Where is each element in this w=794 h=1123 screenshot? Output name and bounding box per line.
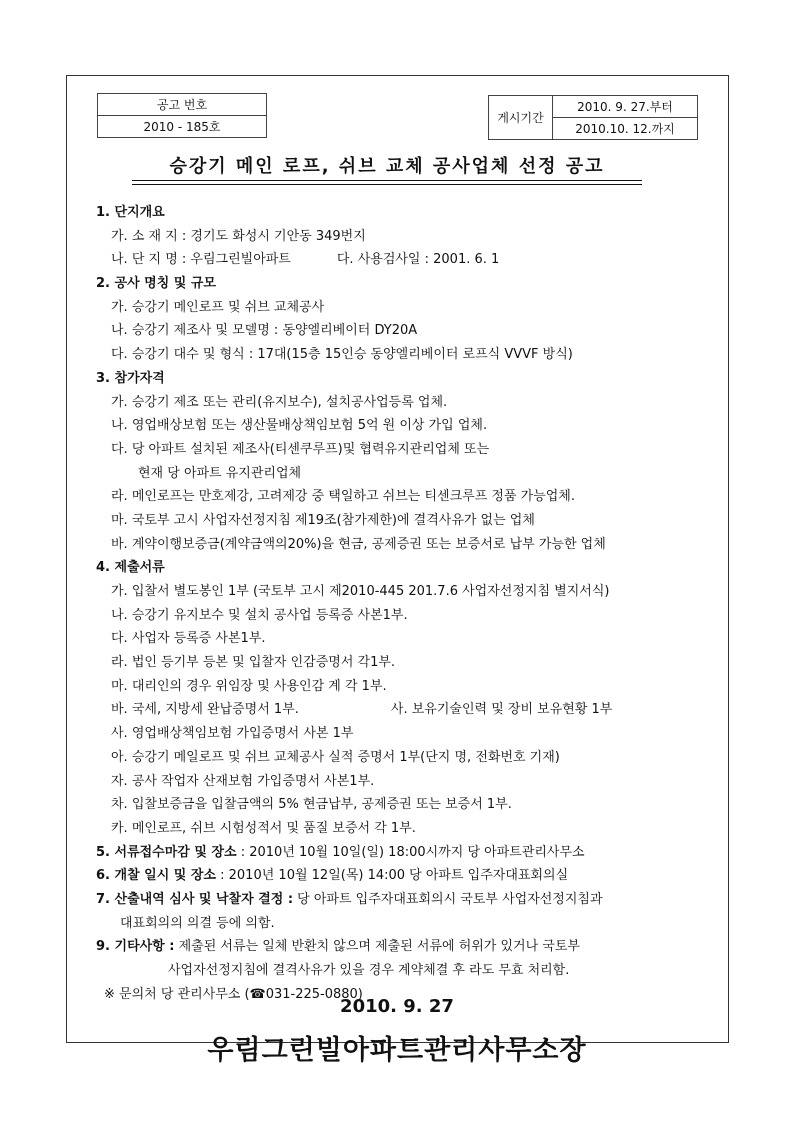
notice-number-label: 공고 번호 — [98, 94, 267, 116]
list-item: 다. 승강기 대수 및 형식 : 17대(15층 15인승 동양엘리베이터 로프식 VVVF 방식) — [111, 347, 573, 363]
section-heading: 1. 단지개요 — [96, 205, 165, 220]
list-item-text: 다. 사용검사일 : 2001. 6. 1 — [336, 252, 500, 268]
list-item: 가. 소 재 지 : 경기도 화성시 기안동 349번지 — [111, 228, 366, 244]
issuer-name: 우림그린빌아파트관리사무소장 — [207, 1035, 587, 1066]
list-item: 라. 메인로프는 만호제강, 고려제강 중 택일하고 쉬브는 티센크루프 정품 가능업체. — [111, 489, 576, 505]
list-item: 마. 대리인의 경우 위임장 및 사용인감 계 각 1부. — [111, 678, 387, 694]
posting-period-from: 2010. 9. 27.부터 — [553, 96, 698, 118]
section-text-continuation: 대표회의의 의결 등에 의함. — [120, 915, 275, 931]
list-item: 가. 승강기 제조 또는 관리(유지보수), 설치공사업등록 업체. — [111, 394, 448, 410]
list-item: 차. 입찰보증금을 입찰금액의 5% 현금납부, 공제증권 또는 보증서 1부. — [111, 797, 512, 813]
section-text: : 2010년 10월 10일(일) 18:00시까지 당 아파트관리사무소 — [236, 844, 585, 860]
list-item: 아. 승강기 메일로프 및 쉬브 교체공사 실적 증명서 1부(단지 명, 전화번호 기재) — [111, 749, 560, 765]
section-line — [90, 935, 730, 959]
list-item: 라. 법인 등기부 등본 및 입찰자 인감증명서 각1부. — [111, 655, 396, 671]
contact-info: ※ 문의처 당 관리사무소 (☎031-225-0880) — [104, 986, 363, 1002]
section-heading: 9. 기타사항 : — [96, 939, 175, 955]
title-underline — [132, 184, 642, 185]
title-underline — [132, 180, 642, 181]
list-item: 나. 영업배상보험 또는 생산물배상책임보험 5억 원 이상 가입 업체. — [111, 418, 488, 434]
list-item: 다. 사업자 등록증 사본1부. — [111, 631, 266, 647]
list-item-continuation: 현재 당 아파트 유지관리업체 — [138, 465, 302, 481]
section-heading: 3. 참가자격 — [96, 370, 165, 386]
list-item: 다. 당 아파트 설치된 제조사(티센쿠루프)및 협력유지관리업체 또는 — [111, 441, 490, 457]
notice-number-box — [97, 93, 267, 138]
list-item — [90, 698, 730, 722]
section-line — [90, 841, 730, 865]
list-item: 가. 승강기 메인로프 및 쉬브 교체공사 — [111, 299, 325, 315]
section-heading: 4. 제출서류 — [96, 560, 165, 576]
section-heading: 5. 서류접수마감 및 장소 — [96, 844, 237, 860]
section-text-continuation: 사업자선정지침에 결격사유가 있을 경우 계약체결 후 라도 무효 처리함. — [168, 963, 570, 978]
list-item — [90, 248, 730, 272]
list-item: 바. 계약이행보증금(계약금액의20%)을 현금, 공제증권 또는 보증서로 납부 가능한 업체 — [111, 536, 606, 552]
section-line — [90, 864, 730, 888]
posting-period-label: 게시기간 — [489, 96, 553, 140]
list-item: 가. 입찰서 별도봉인 1부 (국토부 고시 제2010-445 201.7.6 사업자선정지침 별지서식) — [111, 584, 610, 599]
list-item: 카. 메인로프, 쉬브 시험성적서 및 품질 보증서 각 1부. — [111, 820, 416, 836]
section-line — [90, 888, 730, 912]
list-item: 나. 승강기 유지보수 및 설치 공사업 등록증 사본1부. — [111, 607, 408, 623]
notice-number-value: 2010 - 185호 — [98, 116, 267, 138]
posting-period-box — [488, 95, 698, 140]
document-title: 승강기 메인 로프, 쉬브 교체 공사업체 선정 공고 — [169, 156, 605, 177]
posting-period-to: 2010.10. 12.까지 — [553, 118, 698, 140]
section-heading: 7. 산출내역 심사 및 낙찰자 결정 : — [96, 891, 294, 907]
list-item: 나. 승강기 제조사 및 모델명 : 동양엘리베이터 DY20A — [111, 323, 418, 339]
list-item: 사. 영업배상책임보험 가입증명서 사본 1부 — [111, 726, 354, 742]
list-item: 마. 국토부 고시 사업자선정지침 제19조(참가제한)에 결격사유가 없는 업체 — [111, 512, 535, 528]
section-text: 제출된 서류는 일체 반환치 않으며 제출된 서류에 허위가 있거나 국토부 — [174, 939, 580, 955]
list-item: 자. 공사 작업자 산재보험 가입증명서 사본1부. — [111, 773, 375, 789]
section-text: 당 아파트 입주자대표회의시 국토부 사업자선정지침과 — [293, 891, 603, 907]
list-item-text: 나. 단 지 명 : 우림그린빌아파트 — [111, 252, 291, 268]
section-text: : 2010년 10월 12일(목) 14:00 당 아파트 입주자대표회의실 — [216, 868, 569, 884]
list-item-text: 사. 보유기술인력 및 장비 보유현황 1부 — [390, 702, 613, 718]
list-item-text: 바. 국세, 지방세 완납증명서 1부. — [111, 702, 299, 718]
document-body — [90, 201, 730, 1006]
issue-date: 2010. 9. 27 — [340, 996, 454, 1017]
section-heading: 6. 개찰 일시 및 장소 — [96, 868, 216, 884]
section-heading: 2. 공사 명칭 및 규모 — [96, 276, 216, 292]
